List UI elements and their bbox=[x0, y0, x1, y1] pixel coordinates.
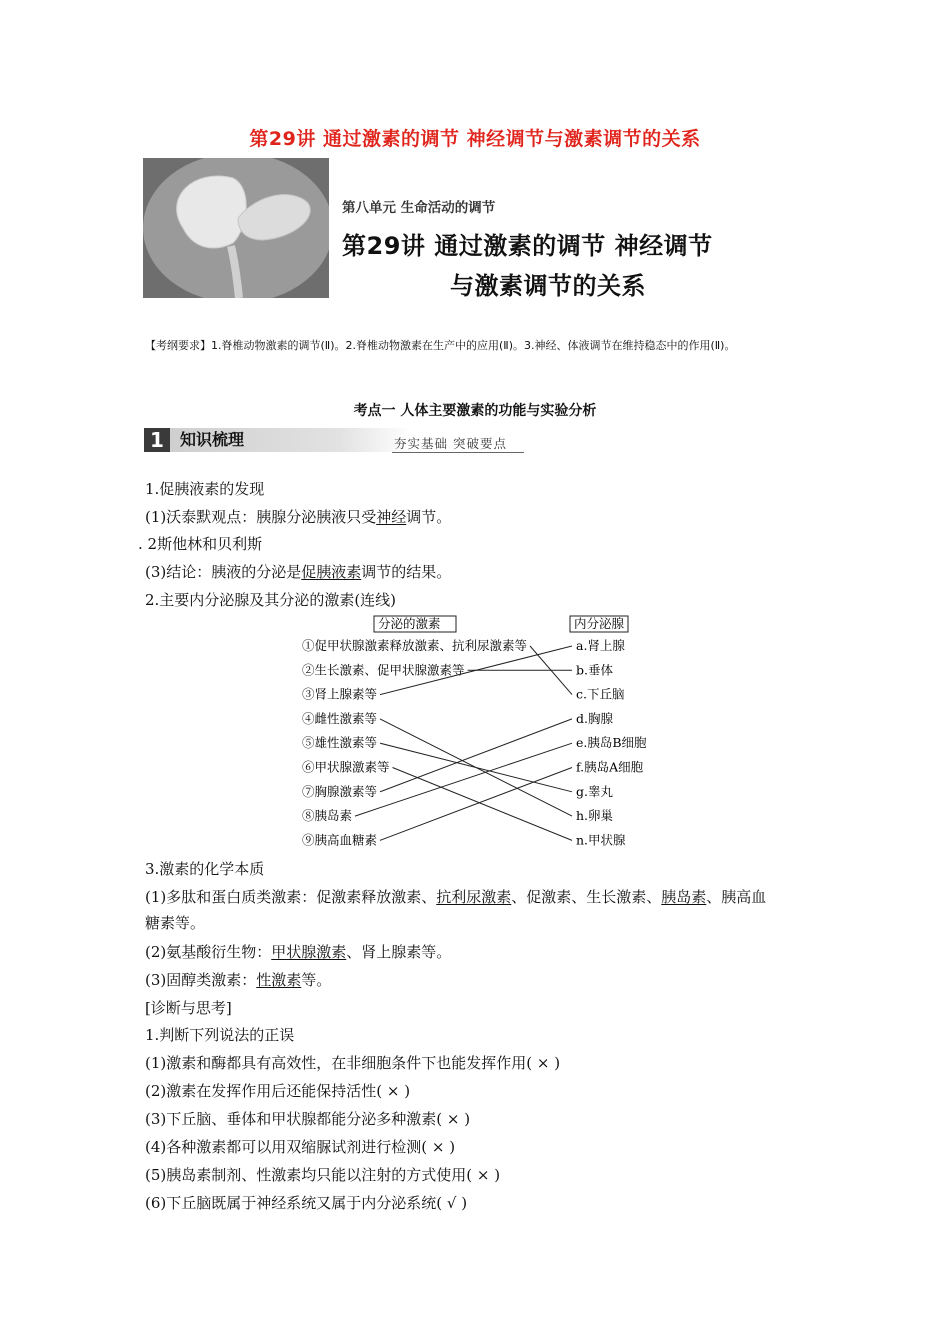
judge-heading: 1.判断下列说法的正误 bbox=[145, 1026, 295, 1044]
hormone-label: ③肾上腺素等 bbox=[302, 686, 378, 702]
gland-label: a.肾上腺 bbox=[576, 638, 625, 653]
answer-blank: 胰岛素 bbox=[661, 888, 707, 906]
answer-blank: 性激素 bbox=[256, 971, 302, 989]
gland-label: f.胰岛A细胞 bbox=[576, 759, 644, 775]
s3-heading: 3.激素的化学本质 bbox=[145, 860, 265, 878]
gland-label: e.胰岛B细胞 bbox=[576, 735, 647, 751]
s2-heading: 2.主要内分泌腺及其分泌的激素(连线) bbox=[145, 591, 397, 609]
hormone-label: ⑥甲状腺激素等 bbox=[302, 759, 390, 775]
match-line bbox=[380, 743, 572, 792]
s1-line1: (1)沃泰默观点：胰腺分泌胰液只受神经调节。 bbox=[145, 508, 452, 526]
gland-label: g.睾丸 bbox=[576, 783, 613, 799]
gland-label: h.卵巢 bbox=[576, 808, 614, 824]
s3-line2: (2)氨基酸衍生物：甲状腺激素、肾上腺素等。 bbox=[145, 943, 452, 961]
judge-item: (4)各种激素都可以用双缩脲试剂进行检测( × ) bbox=[145, 1138, 456, 1156]
hormone-label: ⑧胰岛素 bbox=[302, 808, 353, 824]
diagnosis-heading: [诊断与思考] bbox=[145, 999, 232, 1017]
gland-label: b.垂体 bbox=[576, 662, 613, 678]
unit-heading: 第八单元 生命活动的调节 bbox=[342, 200, 496, 216]
judge-item: (2)激素在发挥作用后还能保持活性( × ) bbox=[145, 1082, 411, 1100]
knowledge-banner bbox=[144, 428, 524, 454]
section-title: 考点一 人体主要激素的功能与实验分析 bbox=[353, 403, 597, 419]
hormone-label: ②生长激素、促甲状腺激素等 bbox=[302, 662, 465, 678]
left-column-header: 分泌的激素 bbox=[378, 616, 441, 631]
match-line bbox=[380, 719, 572, 792]
hormone-label: ④雌性激素等 bbox=[302, 710, 378, 726]
hormone-label: ⑤雄性激素等 bbox=[302, 735, 378, 751]
hormone-label: ⑨胰高血糖素 bbox=[302, 832, 378, 848]
gland-label: d.胸腺 bbox=[576, 710, 613, 726]
s1-line3: (3)结论：胰液的分泌是促胰液素调节的结果。 bbox=[145, 563, 452, 581]
page-title: 第29讲 通过激素的调节 神经调节与激素调节的关系 bbox=[249, 128, 701, 150]
s1-heading: 1.促胰液素的发现 bbox=[145, 480, 265, 498]
judge-item: (1)激素和酶都具有高效性，在非细胞条件下也能发挥作用( × ) bbox=[145, 1054, 561, 1072]
judge-item: (5)胰岛素制剂、性激素均只能以注射的方式使用( × ) bbox=[145, 1166, 501, 1184]
s3-line1-cont: 糖素等。 bbox=[145, 914, 206, 932]
seedling-image bbox=[143, 158, 329, 298]
answer-blank: 促胰液素 bbox=[301, 563, 362, 581]
banner-label: 知识梳理 bbox=[170, 428, 412, 452]
banner-underline bbox=[392, 452, 524, 453]
gland-label: n.甲状腺 bbox=[576, 832, 626, 848]
seedling-photo bbox=[143, 158, 329, 298]
banner-tagline: 夯实基础 突破要点 bbox=[394, 436, 507, 451]
matching-diagram bbox=[290, 612, 670, 852]
match-line bbox=[393, 768, 572, 841]
judge-item: (3)下丘脑、垂体和甲状腺都能分泌多种激素( × ) bbox=[145, 1110, 471, 1128]
lecture-title-line1: 第29讲 通过激素的调节 神经调节 bbox=[342, 232, 713, 260]
hormone-label: ⑦胸腺激素等 bbox=[302, 783, 378, 799]
s3-line3: (3)固醇类激素：性激素等。 bbox=[145, 971, 332, 989]
s3-line1: (1)多肽和蛋白质类激素：促激素释放激素、抗利尿激素、促激素、生长激素、胰岛素、胰高血 bbox=[145, 888, 767, 906]
answer-blank: 抗利尿激素 bbox=[436, 888, 512, 906]
answer-blank: 神经 bbox=[376, 508, 407, 526]
right-column-header: 内分泌腺 bbox=[574, 616, 625, 631]
syllabus-requirements: 【考纲要求】1.脊椎动物激素的调节(Ⅱ)。2.脊椎动物激素在生产中的应用(Ⅱ)。3.神经、体液调节在维持稳态中的作用(Ⅱ)。 bbox=[145, 339, 736, 352]
lecture-title-line2: 与激素调节的关系 bbox=[450, 272, 646, 300]
match-line bbox=[380, 768, 572, 841]
judge-item: (6)下丘脑既属于神经系统又属于内分泌系统( √ ) bbox=[145, 1194, 468, 1212]
banner-number: 1 bbox=[144, 428, 170, 452]
gland-label: c.下丘脑 bbox=[576, 686, 625, 702]
answer-blank: 甲状腺激素 bbox=[271, 943, 347, 961]
s1-line2: . 2斯他林和贝利斯 bbox=[138, 535, 263, 553]
hormone-label: ①促甲状腺激素释放激素、抗利尿激素等 bbox=[302, 638, 528, 653]
